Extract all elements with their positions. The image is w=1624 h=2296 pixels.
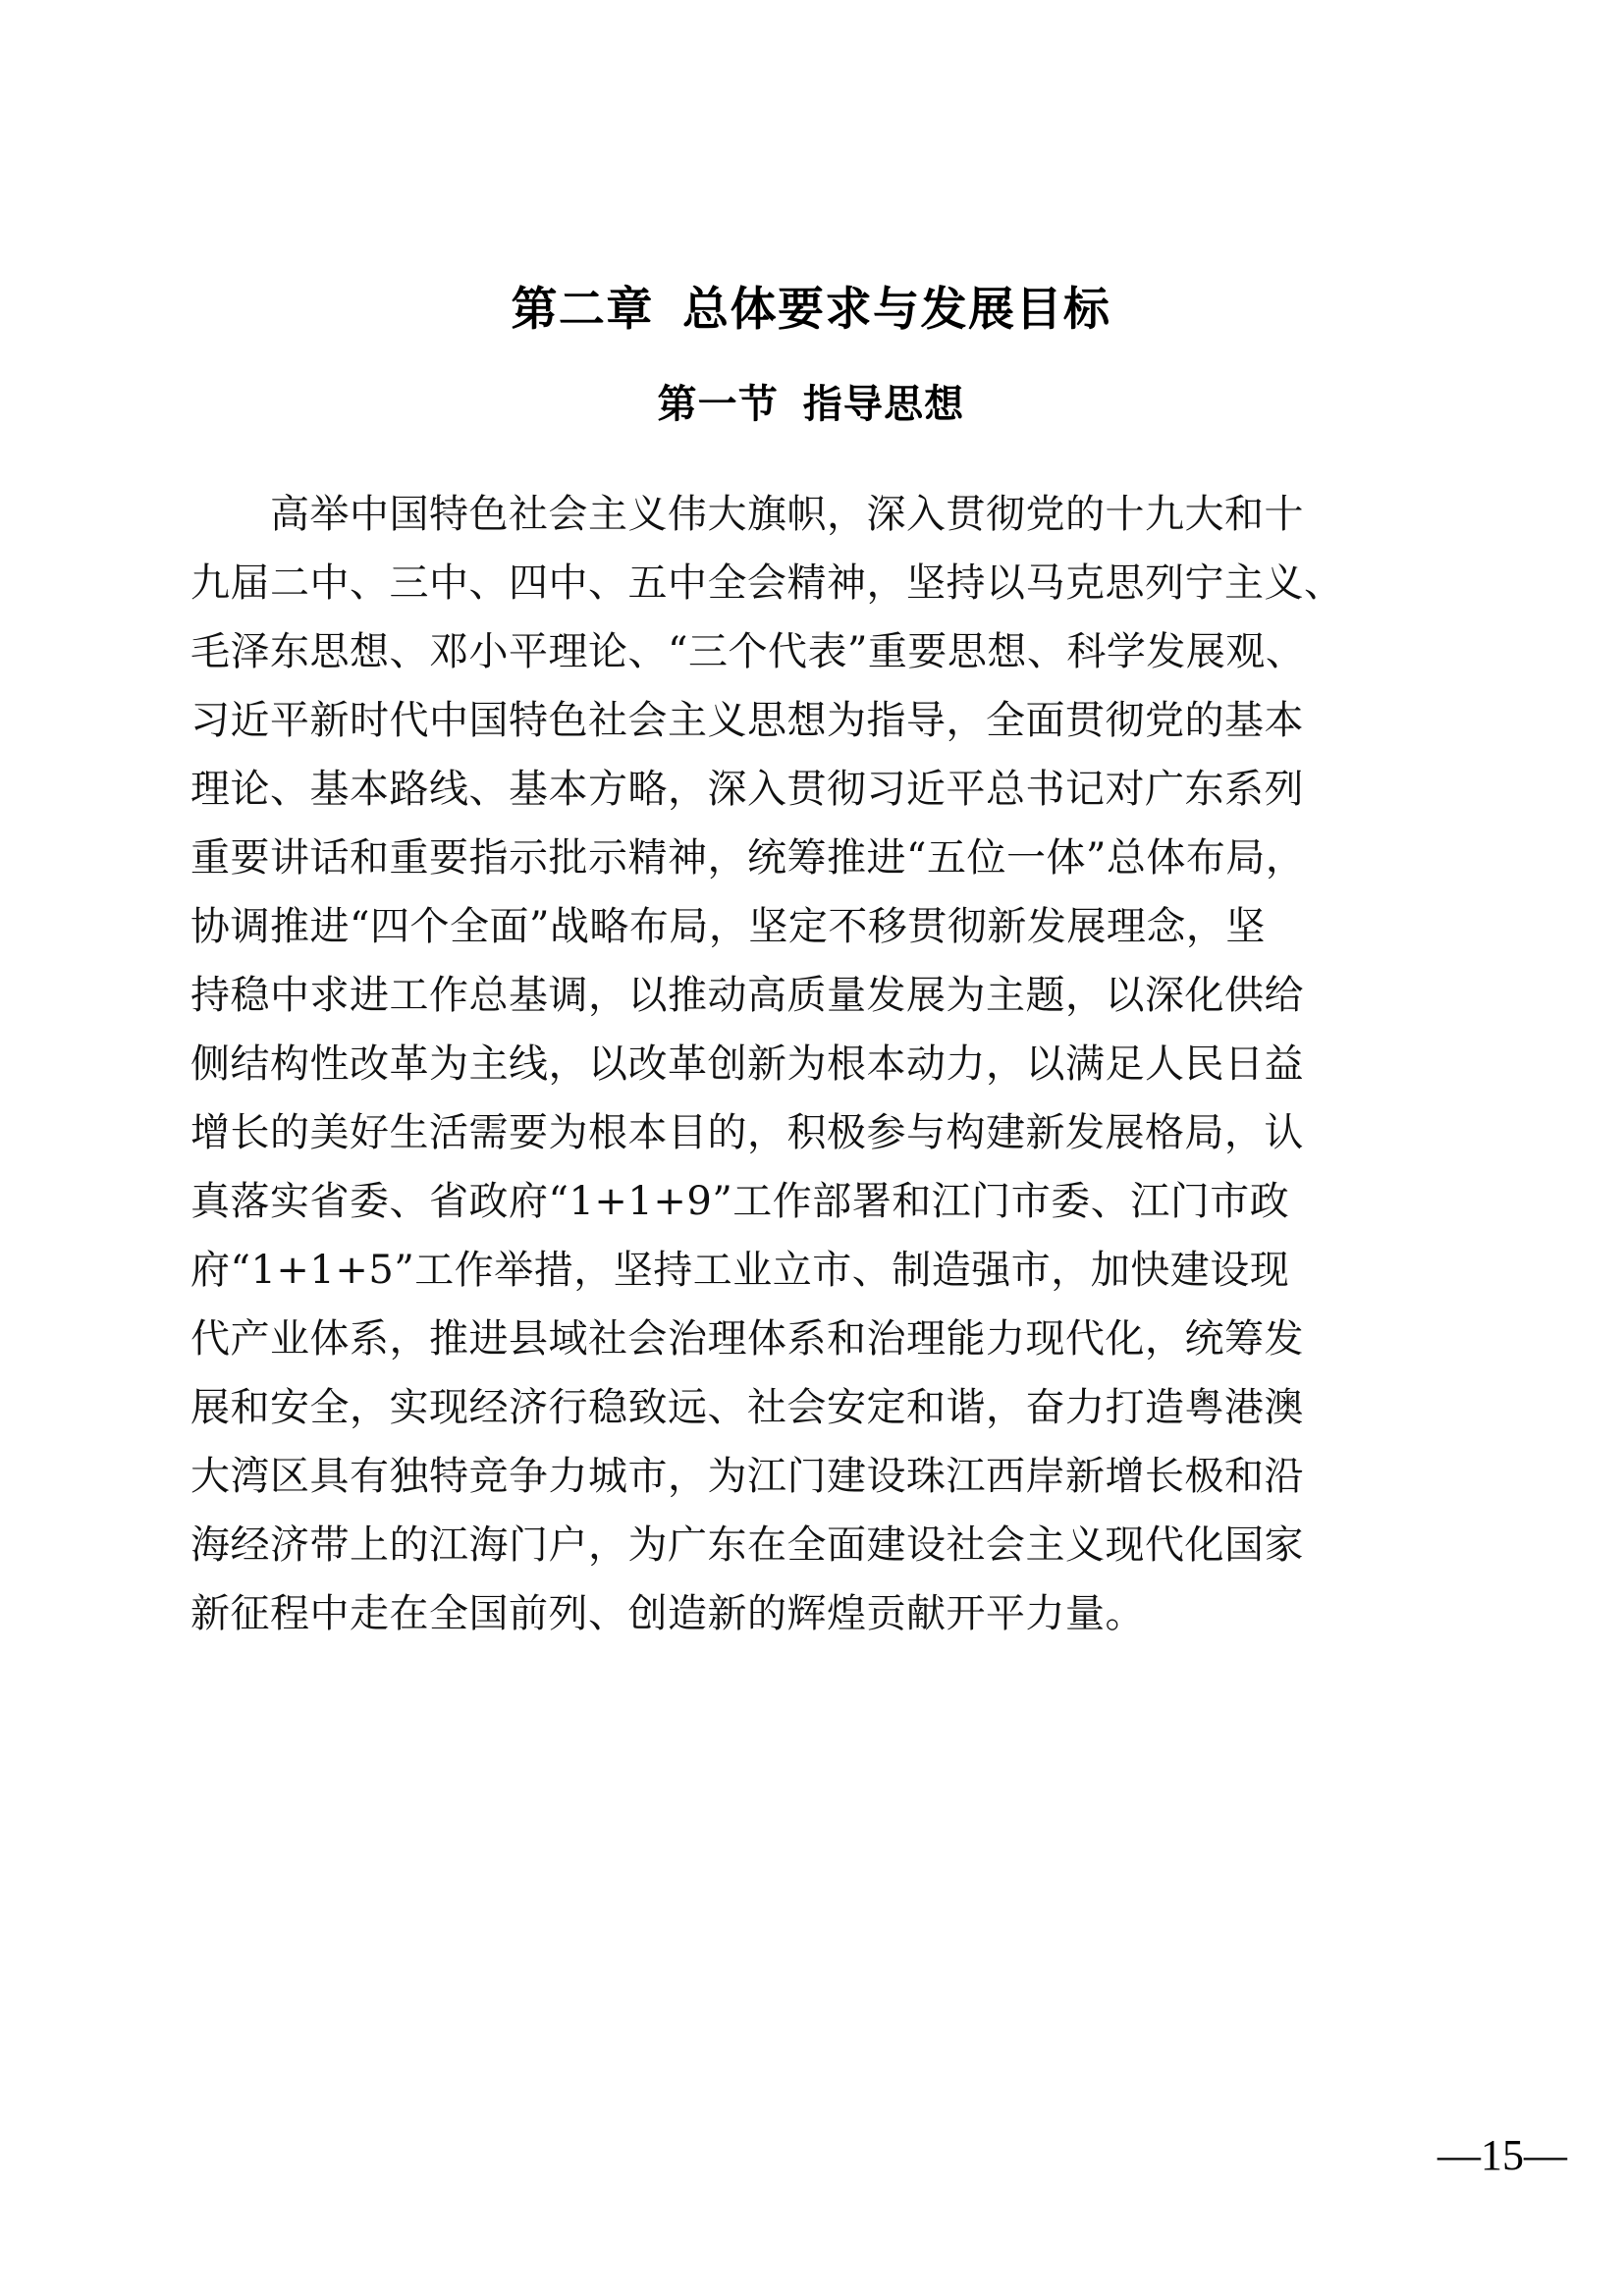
body-text-line: 理论、基本路线、基本方略，深入贯彻习近平总书记对广东系列 — [190, 766, 1304, 812]
body-paragraph — [190, 429, 1432, 1648]
body-text-line: 持稳中求进工作总基调，以推动高质量发展为主题，以深化供给 — [190, 972, 1304, 1018]
body-text-line: 侧结构性改革为主线，以改革创新为根本动力，以满足人民日益 — [190, 1041, 1304, 1087]
body-text-line: 重要讲话和重要指示批示精神，统筹推进“五位一体”总体布局， — [190, 834, 1306, 881]
section-title: 第一节 指导思想 — [657, 382, 965, 426]
body-text-line: 习近平新时代中国特色社会主义思想为指导，全面贯彻党的基本 — [190, 697, 1304, 743]
body-text-line: 真落实省委、省政府“1+1+9”工作部署和江门市委、江门市政 — [190, 1178, 1290, 1224]
body-text-line: 增长的美好生活需要为根本目的，积极参与构建新发展格局，认 — [190, 1109, 1304, 1155]
page-content-column — [190, 0, 1432, 2296]
body-text-line: 代产业体系，推进县域社会治理体系和治理能力现代化，统筹发 — [190, 1315, 1304, 1362]
body-text-line: 新征程中走在全国前列、创造新的辉煌贡献开平力量。 — [190, 1590, 1145, 1636]
body-text-line: 协调推进“四个全面”战略布局，坚定不移贯彻新发展理念，坚 — [190, 903, 1266, 949]
page-number: —15— — [1437, 2131, 1567, 2179]
body-text-line: 大湾区具有独特竞争力城市，为江门建设珠江西岸新增长极和沿 — [190, 1453, 1304, 1499]
page-title: 第二章 总体要求与发展目标 — [511, 283, 1111, 335]
body-text-line: 海经济带上的江海门户，为广东在全面建设社会主义现代化国家 — [190, 1522, 1304, 1568]
body-text-line: 九届二中、三中、四中、五中全会精神，坚持以马克思列宁主义、 — [190, 560, 1344, 606]
body-text-line: 府“1+1+5”工作举措，坚持工业立市、制造强市，加快建设现 — [190, 1247, 1290, 1293]
body-text-line: 高举中国特色社会主义伟大旗帜，深入贯彻党的十九大和十 — [190, 491, 1304, 537]
body-text-line: 毛泽东思想、邓小平理论、“三个代表”重要思想、科学发展观、 — [190, 628, 1306, 674]
body-text-line: 展和安全，实现经济行稳致远、社会安定和谐，奋力打造粤港澳 — [190, 1384, 1304, 1430]
